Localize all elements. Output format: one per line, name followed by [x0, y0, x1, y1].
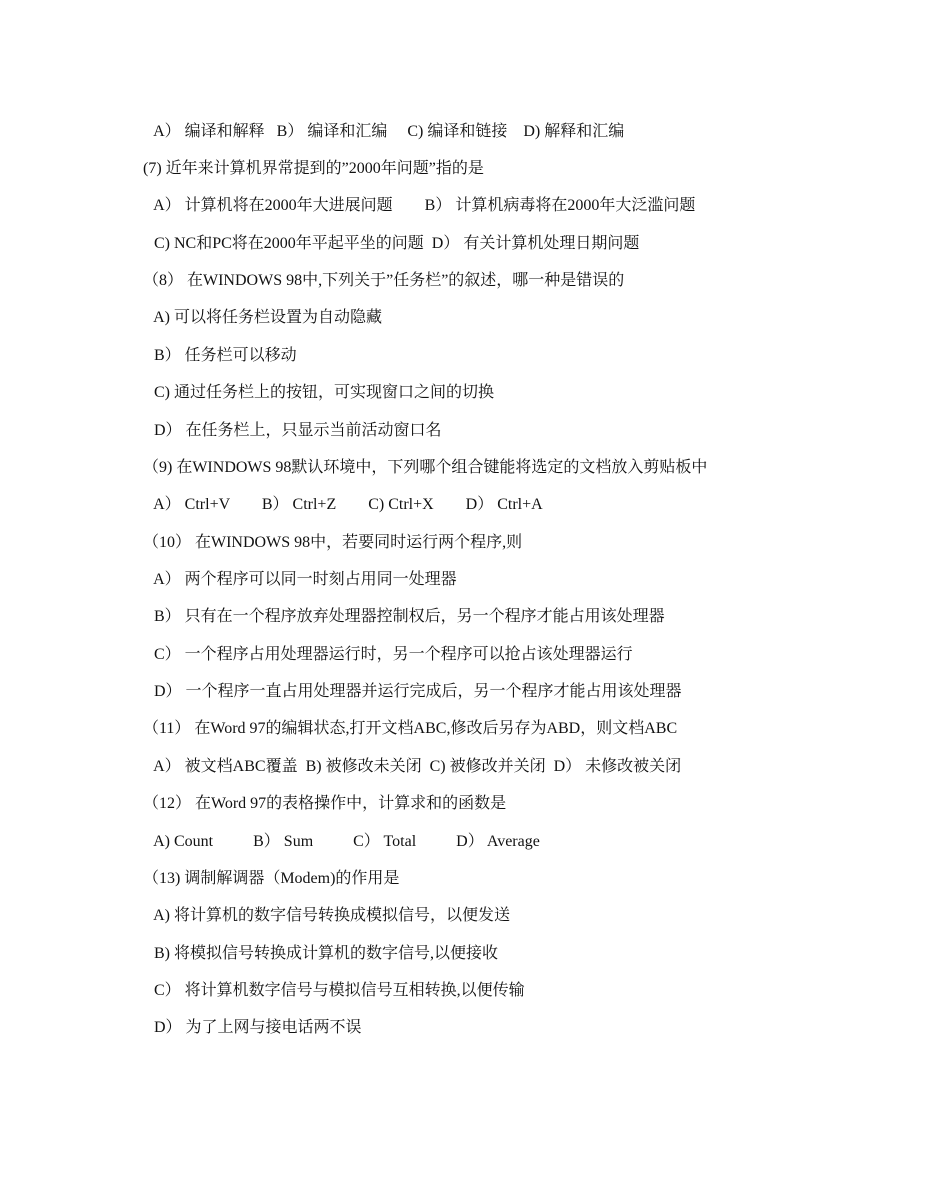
option-line: B） 任务栏可以移动 — [150, 347, 297, 364]
option-line: B) 将模拟信号转换成计算机的数字信号,以便接收 — [150, 945, 499, 962]
option-line: A） 编译和解释 B） 编译和汇编 C) 编译和链接 D) 解释和汇编 — [150, 123, 625, 140]
option-line: D） 在任务栏上，只显示当前活动窗口名 — [150, 422, 442, 439]
question-line: （9) 在WINDOWS 98默认环境中，下列哪个组合键能将选定的文档放入剪贴板中 — [143, 459, 708, 476]
question-line: （12） 在Word 97的表格操作中，计算求和的函数是 — [143, 795, 507, 812]
question-line: （10） 在WINDOWS 98中，若要同时运行两个程序,则 — [143, 534, 523, 551]
option-line: C） 一个程序占用处理器运行时，另一个程序可以抢占该处理器运行 — [150, 646, 633, 663]
question-line: （13) 调制解调器（Modem)的作用是 — [143, 870, 400, 887]
question-line: （11） 在Word 97的编辑状态,打开文档ABC,修改后另存为ABD，则文档ABC — [143, 720, 678, 737]
option-line: C) 通过任务栏上的按钮，可实现窗口之间的切换 — [150, 384, 495, 401]
option-line: A) 可以将任务栏设置为自动隐藏 — [150, 309, 383, 326]
question-line: (7) 近年来计算机界常提到的”2000年问题”指的是 — [143, 160, 484, 177]
option-line: D） 为了上网与接电话两不误 — [150, 1019, 362, 1036]
option-line: A) Count B） Sum C） Total D） Average — [150, 833, 540, 850]
option-line: B） 只有在一个程序放弃处理器控制权后，另一个程序才能占用该处理器 — [150, 608, 665, 625]
option-line: C） 将计算机数字信号与模拟信号互相转换,以便传输 — [150, 982, 525, 999]
option-line: D） 一个程序一直占用处理器并运行完成后，另一个程序才能占用该处理器 — [150, 683, 682, 700]
option-line: A） Ctrl+V B） Ctrl+Z C) Ctrl+X D） Ctrl+A — [150, 496, 543, 513]
question-line: （8） 在WINDOWS 98中,下列关于”任务栏”的叙述，哪一种是错误的 — [143, 272, 625, 289]
option-line: A) 将计算机的数字信号转换成模拟信号，以便发送 — [150, 907, 511, 924]
option-line: C) NC和PC将在2000年平起平坐的问题 D） 有关计算机处理日期问题 — [150, 235, 640, 252]
option-line: A） 被文档ABC覆盖 B) 被修改未关闭 C) 被修改并关闭 D） 未修改被关闭 — [150, 758, 682, 775]
option-line: A） 计算机将在2000年大进展问题 B） 计算机病毒将在2000年大泛滥问题 — [150, 197, 696, 214]
option-line: A） 两个程序可以同一时刻占用同一处理器 — [150, 571, 457, 588]
